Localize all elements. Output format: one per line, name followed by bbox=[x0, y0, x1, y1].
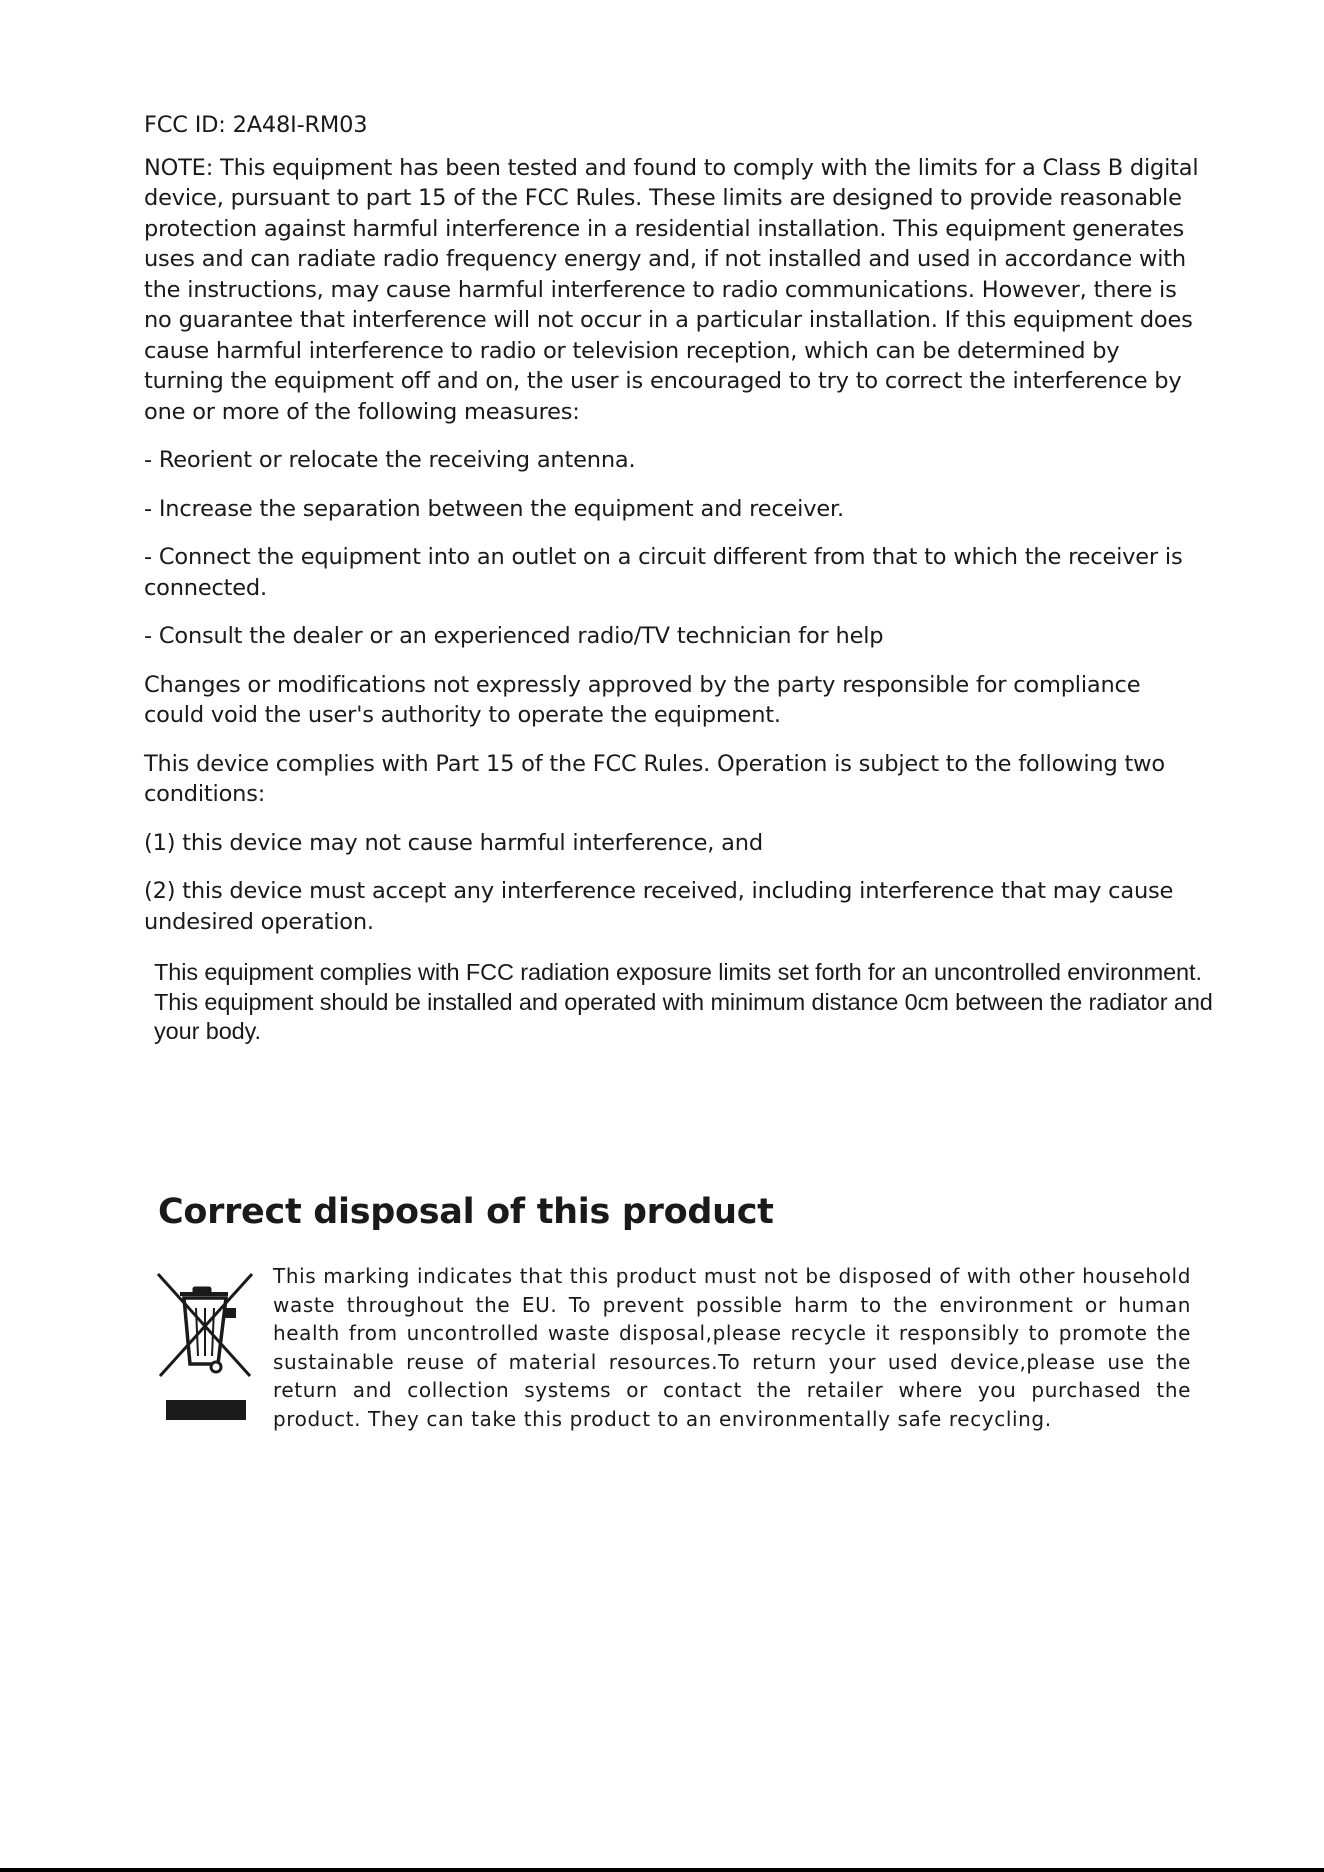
weee-crossed-bin-icon bbox=[156, 1272, 256, 1424]
measure-item: - Reorient or relocate the receiving antenna. bbox=[144, 447, 636, 473]
condition-item: (1) this device may not cause harmful interference, and bbox=[144, 829, 763, 856]
measure-item: - Consult the dealer or an experienced radio/TV technician for help bbox=[144, 623, 884, 649]
fcc-statement bbox=[144, 110, 1204, 955]
fcc-id: FCC ID: 2A48I-RM03 bbox=[144, 112, 368, 138]
measure-item: - Increase the separation between the equipment and receiver. bbox=[144, 495, 844, 522]
changes-warning: Changes or modifications not expressly approved by the party responsible for compliance could void the user's authority to operate the equipment. bbox=[144, 671, 1141, 728]
fcc-note: NOTE: This equipment has been tested and found to comply with the limits for a Class B digital device, pursuant to part 15 of the FCC Rules. These limits are designed to provide reasonable protection against harmful interference in a residential installation. This equipment generates uses and can radiate radio frequency energy and, if not installed and used in accordance with the instructions, may cause harmful interference to radio communications. However, there is no guarantee that interference will not occur in a particular installation. If this equipment does cause harmful interference to radio or television reception, which can be determined by turning the equipment off and on, the user is encouraged to try to correct the interference by one or more of the following measures: bbox=[144, 154, 1199, 425]
measure-item: - Connect the equipment into an outlet on a circuit different from that to which the receiver is connected. bbox=[144, 544, 1183, 601]
disposal-text: This marking indicates that this product must not be disposed of with other household waste throughout the EU. To prevent possible harm to the environment or human health from uncontrolled waste disposal,please recycle it responsibly to promote the sustainable reuse of material resources.To return your used device,please use the return and collection systems or contact the retailer where you purchased the product. They can take this product to an environmentally safe recycling. bbox=[273, 1264, 1191, 1431]
disposal-title: Correct disposal of this product bbox=[158, 1192, 774, 1232]
condition-item: (2) this device must accept any interference received, including interference that may cause undesired operation. bbox=[144, 878, 1174, 935]
part15-compliance: This device complies with Part 15 of the FCC Rules. Operation is subject to the following two conditions: bbox=[144, 750, 1165, 807]
rf-exposure-statement: This equipment complies with FCC radiation exposure limits set forth for an uncontrolled environment. This equipment should be installed and operated with minimum distance 0cm between the radiator and your body. bbox=[154, 959, 1213, 1044]
bottom-rule bbox=[0, 1868, 1324, 1872]
